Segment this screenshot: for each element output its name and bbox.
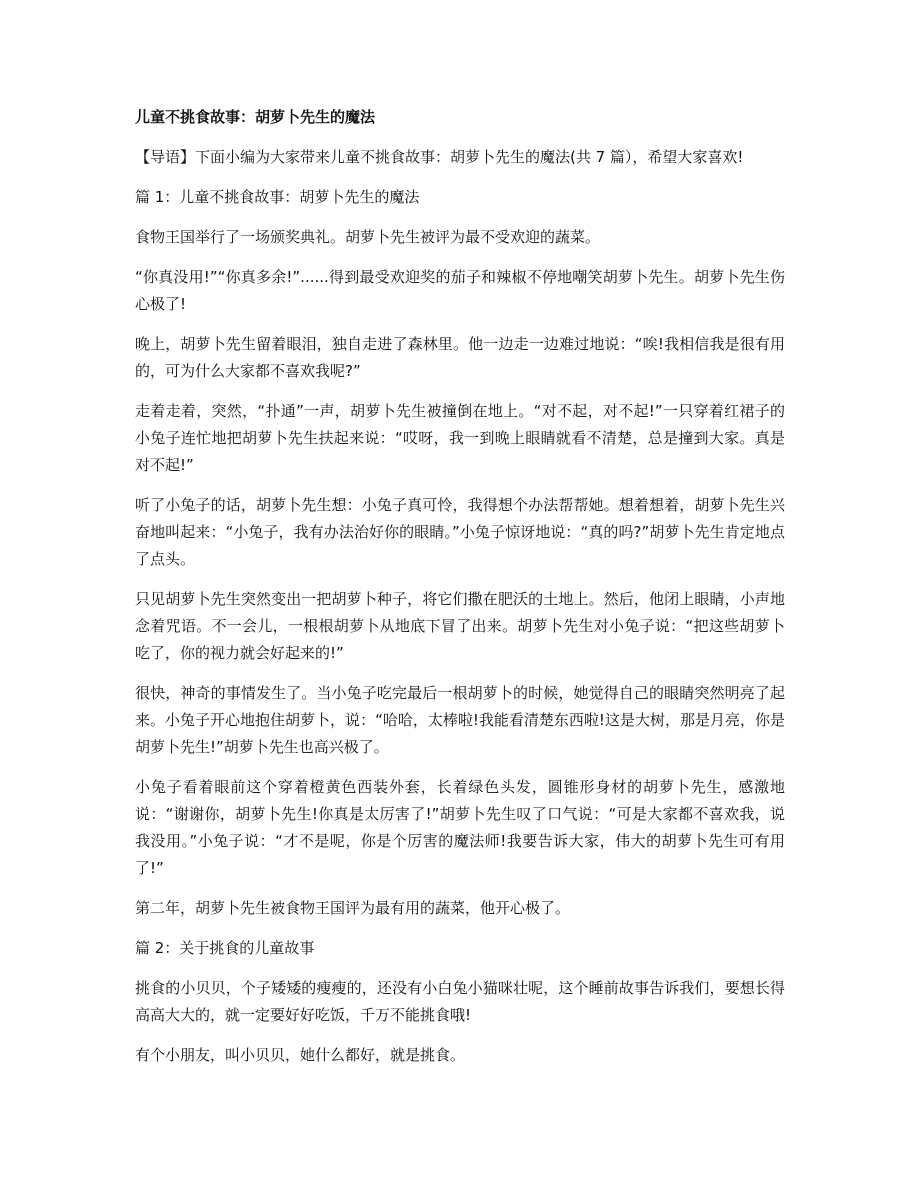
document-page (135, 104, 785, 1082)
paragraph: 小兔子看着眼前这个穿着橙黄色西装外套，长着绿色头发，圆锥形身材的胡萝卜先生，感激地说：“谢谢你，胡萝卜先生!你真是太厉害了!”胡萝卜先生叹了口气说：“可是大家都不喜欢我，说我没用。”小兔子说：“才不是呢，你是个厉害的魔法师!我要告诉大家，伟大的胡萝卜先生可有用了!” (135, 778, 785, 877)
paragraph: 晚上，胡萝卜先生留着眼泪，独自走进了森林里。他一边走一边难过地说：“唉!我相信我是很有用的，可为什么大家都不喜欢我呢?” (135, 335, 785, 380)
intro-paragraph: 【导语】下面小编为大家带来儿童不挑食故事：胡萝卜先生的魔法(共 7 篇），希望大家喜欢! (135, 148, 744, 166)
paragraph: 第二年，胡萝卜先生被食物王国评为最有用的蔬菜，他开心极了。 (135, 899, 571, 917)
paragraph: 挑食的小贝贝，个子矮矮的瘦瘦的，还没有小白兔小猫咪壮呢，这个睡前故事告诉我们，要想长得高高大大的，就一定要好好吃饭，千万不能挑食哦! (135, 979, 785, 1024)
paragraph: “你真没用!”“你真多余!”......得到最受欢迎奖的茄子和辣椒不停地嘲笑胡萝卜先生。胡萝卜先生伤心极了! (135, 268, 785, 313)
paragraph: 食物王国举行了一场颁奖典礼。胡萝卜先生被评为最不受欢迎的蔬菜。 (135, 228, 601, 246)
paragraph: 只见胡萝卜先生突然变出一把胡萝卜种子，将它们撒在肥沃的土地上。然后，他闭上眼睛，小声地念着咒语。不一会儿，一根根胡萝卜从地底下冒了出来。胡萝卜先生对小兔子说：“把这些胡萝卜吃了，你的视力就会好起来的!” (135, 590, 785, 662)
paragraph: 听了小兔子的话，胡萝卜先生想：小兔子真可怜，我得想个办法帮帮她。想着想着，胡萝卜先生兴奋地叫起来：“小兔子，我有办法治好你的眼睛。”小兔子惊讶地说：“真的吗?”胡萝卜先生肯定地点了点头。 (135, 496, 785, 568)
paragraph: 很快，神奇的事情发生了。当小兔子吃完最后一根胡萝卜的时候，她觉得自己的眼睛突然明亮了起来。小兔子开心地抱住胡萝卜，说：“哈哈，太棒啦!我能看清楚东西啦!这是大树，那是月亮，你是胡萝卜先生!”胡萝卜先生也高兴极了。 (135, 684, 785, 756)
document-title: 儿童不挑食故事：胡萝卜先生的魔法 (135, 108, 376, 126)
paragraph: 有个小朋友，叫小贝贝，她什么都好，就是挑食。 (135, 1046, 466, 1064)
section-1-heading: 篇 1：儿童不挑食故事：胡萝卜先生的魔法 (135, 188, 420, 206)
paragraph: 走着走着，突然，“扑通”一声，胡萝卜先生被撞倒在地上。“对不起，对不起!”一只穿着红裙子的小兔子连忙地把胡萝卜先生扶起来说：“哎呀，我一到晚上眼睛就看不清楚，总是撞到大家。真是对不起!” (135, 402, 785, 474)
section-2-heading: 篇 2：关于挑食的儿童故事 (135, 939, 315, 957)
